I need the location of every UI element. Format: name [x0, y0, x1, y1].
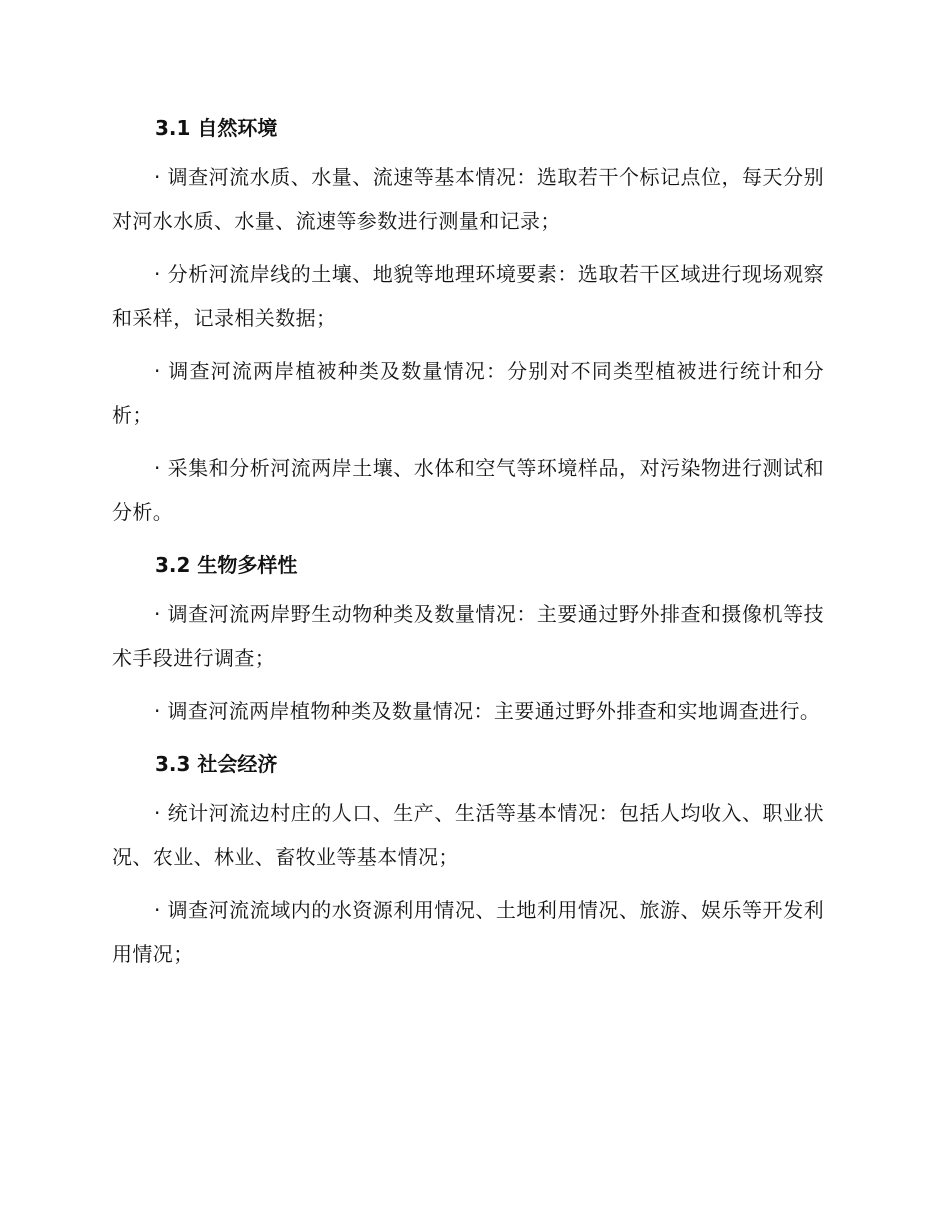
- paragraph-village-statistics: · 统计河流边村庄的人口、生产、生活等基本情况：包括人均收入、职业状况、农业、林业、畜牧业等基本情况；: [112, 801, 824, 869]
- section-heading-socioeconomic: 3.3 社会经济: [155, 752, 278, 776]
- section-heading-natural-environment: 3.1 自然环境: [155, 116, 278, 140]
- paragraph-vegetation: · 调查河流两岸植被种类及数量情况：分别对不同类型植被进行统计和分析；: [112, 359, 824, 427]
- paragraph-water-survey: · 调查河流水质、水量、流速等基本情况：选取若干个标记点位，每天分别对河水水质、水量、流速等参数进行测量和记录；: [112, 165, 824, 233]
- paragraph-resource-use: · 调查河流流域内的水资源利用情况、土地利用情况、旅游、娱乐等开发利用情况；: [112, 898, 824, 966]
- paragraph-plants: · 调查河流两岸植物种类及数量情况：主要通过野外排查和实地调查进行。: [154, 699, 821, 723]
- paragraph-sampling: · 采集和分析河流两岸土壤、水体和空气等环境样品，对污染物进行测试和分析。: [112, 456, 824, 524]
- paragraph-soil-landform: · 分析河流岸线的土壤、地貌等地理环境要素：选取若干区域进行现场观察和采样，记录相关数据；: [112, 262, 824, 330]
- section-heading-biodiversity: 3.2 生物多样性: [155, 553, 298, 577]
- document-body: [112, 106, 824, 976]
- paragraph-wildlife: · 调查河流两岸野生动物种类及数量情况：主要通过野外排查和摄像机等技术手段进行调查；: [112, 602, 824, 670]
